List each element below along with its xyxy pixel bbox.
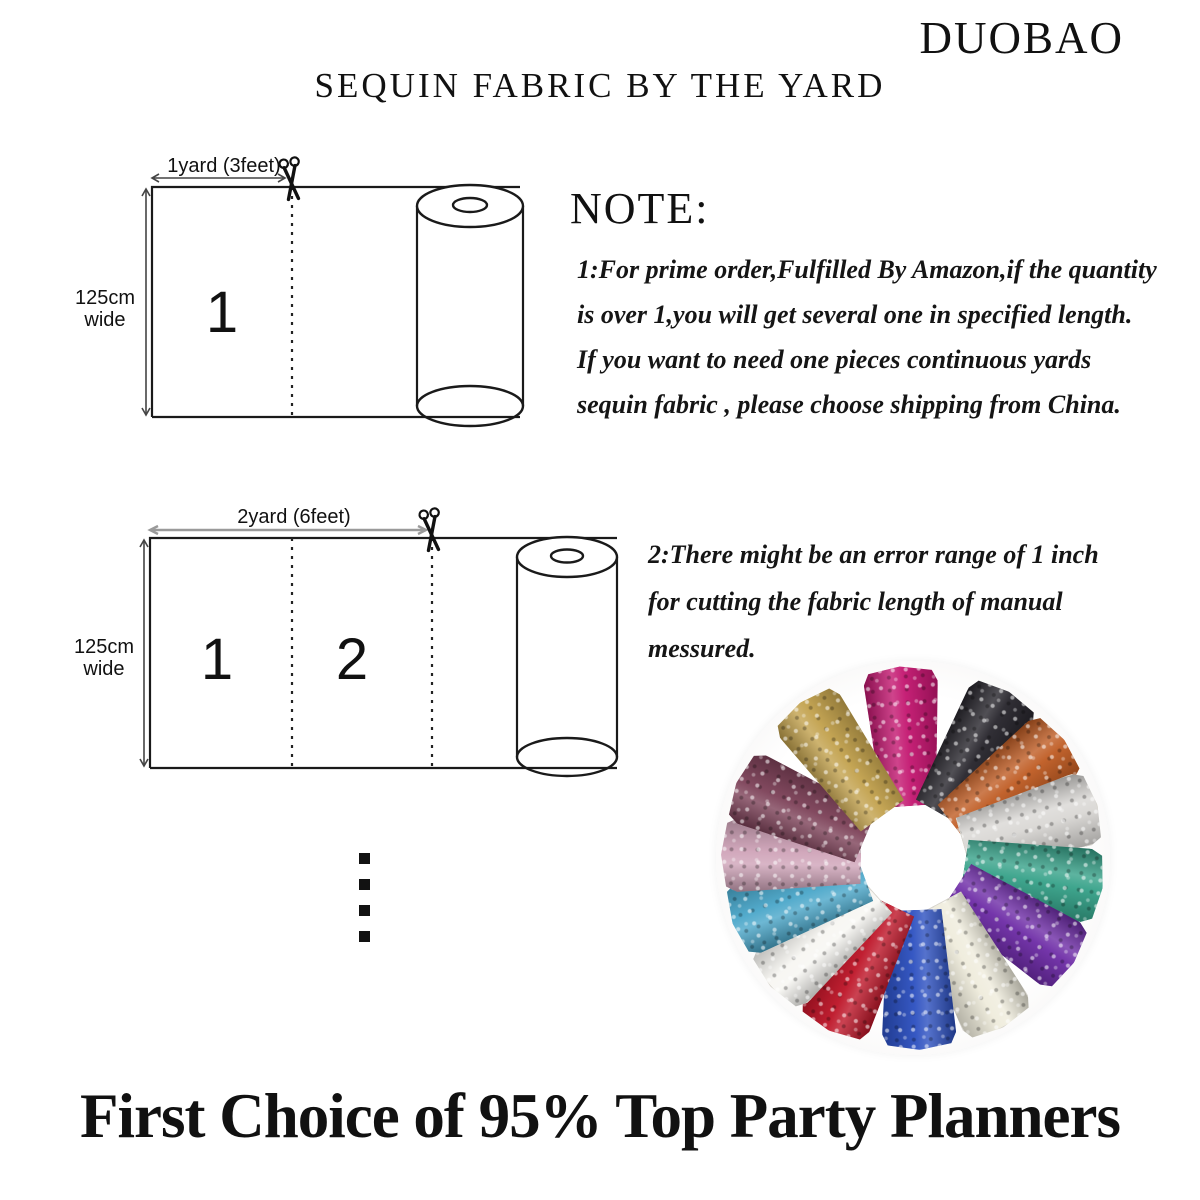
two-yard-cut-diagram	[60, 487, 660, 817]
fabric-roll-cylinder	[417, 185, 523, 426]
dot	[359, 879, 370, 890]
section-1-label: 1	[205, 280, 239, 345]
one-yard-cut-diagram	[60, 132, 580, 462]
width-dimension-arrow	[140, 540, 148, 766]
brand-logo: DUOBAO	[919, 13, 1124, 63]
fabric-roll-wheel	[716, 661, 1110, 1055]
section-2-label: 2	[335, 627, 369, 692]
note-line: 2:There might be an error range of 1 inch	[648, 540, 1099, 569]
svg-text:125cm: 125cm	[74, 287, 136, 309]
note-heading: NOTE:	[570, 184, 710, 233]
note-item-1	[577, 247, 1157, 427]
note-line: sequin fabric , please choose shipping from China.	[577, 390, 1121, 419]
continuation-dots	[359, 853, 370, 942]
length-dimension-label: 1yard (3feet)	[167, 155, 281, 177]
width-label	[74, 636, 134, 680]
svg-text:wide: wide	[84, 309, 126, 331]
note-line: is over 1,you will get several one in specified length.	[577, 300, 1133, 329]
note-line: 1:For prime order,Fulfilled By Amazon,if the quantity	[577, 255, 1157, 284]
footer-tagline: First Choice of 95% Top Party Planners	[80, 1081, 1120, 1151]
fabric-roll-cylinder	[517, 537, 617, 776]
note-line: If you want to need one pieces continuous yards	[577, 345, 1092, 374]
svg-text:125cm: 125cm	[73, 636, 135, 658]
page-title: SEQUIN FABRIC BY THE YARD	[314, 66, 886, 105]
note-line: messured.	[648, 634, 756, 663]
dot	[359, 853, 370, 864]
note-item-2	[648, 531, 1099, 672]
svg-text:wide: wide	[83, 658, 125, 680]
note-line: for cutting the fabric length of manual	[648, 587, 1063, 616]
section-1-label: 1	[200, 627, 234, 692]
width-label	[75, 287, 135, 331]
dot	[359, 905, 370, 916]
width-dimension-arrow	[142, 189, 150, 415]
dot	[359, 931, 370, 942]
length-dimension-label: 2yard (6feet)	[237, 506, 351, 528]
